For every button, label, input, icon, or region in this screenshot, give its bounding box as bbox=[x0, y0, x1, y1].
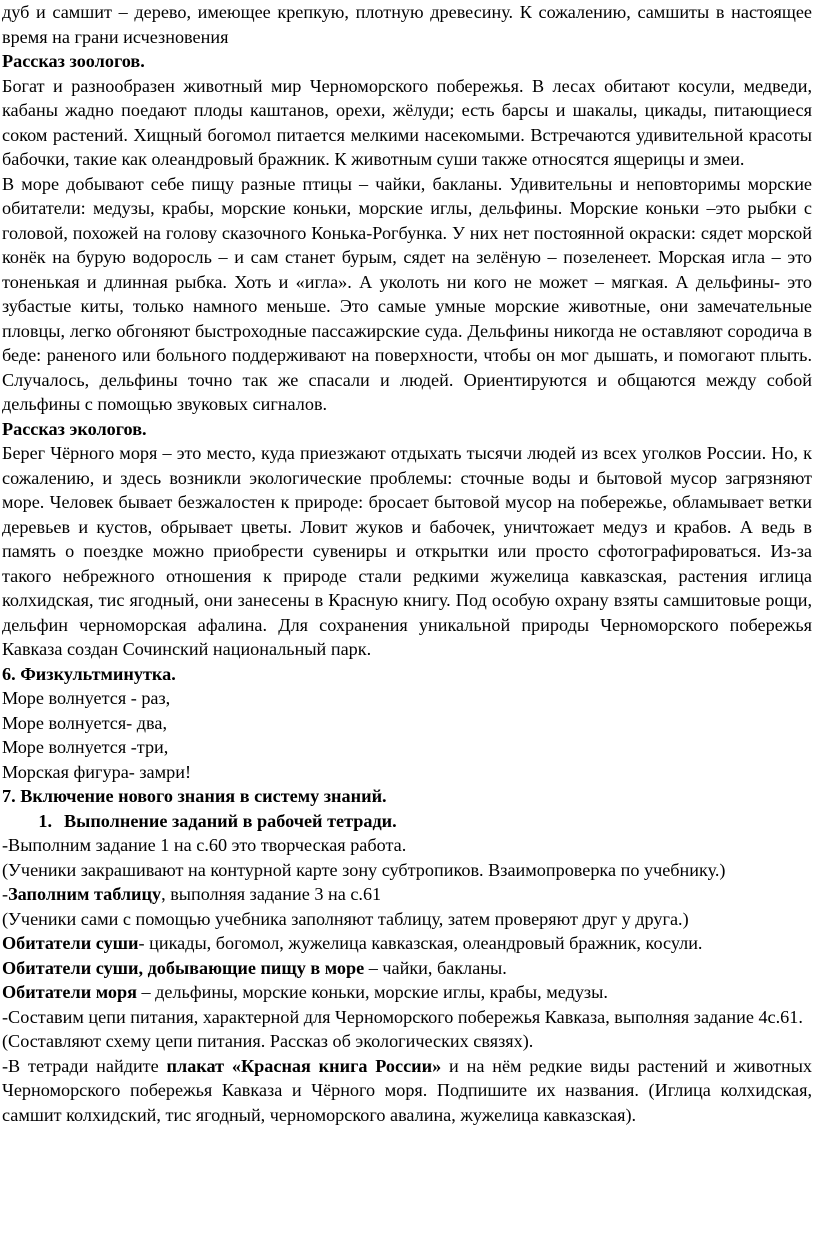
land-sea-inhabitants bbox=[2, 956, 812, 981]
sea-text: – дельфины, морские коньки, морские иглы, крабы, медузы. bbox=[136, 982, 608, 1002]
list-number: 1. bbox=[38, 810, 52, 831]
zoologists-heading: Рассказ зоологов. bbox=[2, 51, 145, 71]
task-3-prefix: - bbox=[2, 884, 9, 904]
task-1: -Выполним задание 1 на с.60 это творческая работа. bbox=[2, 835, 407, 855]
land-sea-label: Обитатели суши, добывающие пищу в море bbox=[2, 957, 365, 978]
task-3-rest: , выполняя задание 3 на с.61 bbox=[161, 884, 382, 904]
intro-paragraph: дуб и самшит – дерево, имеющее крепкую, плотную древесину. К сожалению, самшиты в настоящее время на грани исчезновения bbox=[2, 2, 812, 47]
red-book-prefix: -В тетради найдите bbox=[2, 1055, 167, 1076]
zoologists-paragraph-2: В море добывают себе пищу разные птицы – чайки, бакланы. Удивительны и неповторимы морские обитатели: медузы, крабы, морские коньки, морские иглы, дельфины. Морские коньки –это рыбки с головой, похожей на голову сказочного Конька-Рогбунка. У них нет постоянной окраски: сядет морской конёк на бурую водоросль – и сам станет бурым, сядет на зелёную – позеленеет. Морская игла – это тоненькая и длинная рыбка. Хоть и «игла». А уколоть ни кого не может – мягкая. А дельфины- это зубастые киты, только намного меньше. Это самые умные морские животные, они замечательные пловцы, легко обгоняют быстроходные пассажирские суда. Дельфины никогда не оставляют сородича в беде: раненого или больного поддерживают на поверхности, чтобы он мог дышать, и помогают плыть. Случалось, дельфины точно так же спасали и людей. Ориентируются и общаются между собой дельфины с помощью звуковых сигналов. bbox=[2, 173, 812, 414]
sea-label: Обитатели моря bbox=[2, 982, 137, 1002]
land-sea-text: – чайки, бакланы. bbox=[364, 957, 507, 978]
land-text: - цикады, богомол, жужелица кавказская, олеандровый бражник, косули. bbox=[138, 933, 703, 953]
red-book-task bbox=[2, 1054, 812, 1128]
poem-line: Море волнуется - раз, bbox=[2, 688, 171, 708]
task-1-note: (Ученики закрашивают на контурной карте зону субтропиков. Взаимопроверка по учебнику.) bbox=[2, 859, 726, 880]
land-inhabitants bbox=[2, 931, 812, 956]
section-7-heading: 7. Включение нового знания в систему знаний. bbox=[2, 786, 387, 806]
poem-line: Море волнуется -три, bbox=[2, 737, 169, 757]
list-item-text: Выполнение заданий в рабочей тетради. bbox=[64, 810, 397, 831]
poem-line: Море волнуется- два, bbox=[2, 712, 168, 733]
zoologists-paragraph-1: Богат и разнообразен животный мир Черноморского побережья. В лесах обитают косули, медведи, кабаны жадно поедают плоды каштанов, орехи, жёлуди; есть барсы и шакалы, цикады, питающиеся соком растений. Хищный богомол питается мелкими насекомыми. Встречаются удивительной красоты бабочки, такие как олеандровый бражник. К животным суши также относятся ящерицы и змеи. bbox=[2, 75, 812, 169]
ecologists-paragraph: Берег Чёрного моря – это место, куда приезжают отдыхать тысячи людей из всех уголков России. Но, к сожалению, и здесь возникли экологические проблемы: сточные воды и бытовой мусор загрязняют море. Человек бывает безжалостен к природе: бросает бытовой мусор на побережье, обламывает ветки деревьев и кустов, обрывает цветы. Ловит жуков и бабочек, уничтожает медуз и крабов. А ведь в память о поездке можно приобрести сувениры и открытки или просто сфотографироваться. Из-за такого небрежного отношения к природе стали редкими жужелица кавказская, растения иглица колхидская, тис ягодный, они занесены в Красную книгу. Под особую охрану взяты самшитовые рощи, дельфин черноморская афалина. Для сохранения уникальной природы Черноморского побережья Кавказа создан Сочинский национальный парк. bbox=[2, 443, 812, 659]
task-3-bold: Заполним таблицу bbox=[8, 884, 162, 904]
task-3-note: (Ученики сами с помощью учебника заполняют таблицу, затем проверяют друг у друга.) bbox=[2, 908, 689, 929]
poem-line: Морская фигура- замри! bbox=[2, 761, 192, 782]
section-6-heading: 6. Физкультминутка. bbox=[2, 663, 176, 684]
task-3 bbox=[2, 882, 812, 907]
list-item bbox=[2, 809, 812, 834]
land-label: Обитатели суши bbox=[2, 933, 139, 953]
ecologists-heading: Рассказ экологов. bbox=[2, 418, 147, 439]
task-4: -Составим цепи питания, характерной для Черноморского побережья Кавказа, выполняя задание 4с.61. bbox=[2, 1006, 803, 1027]
sea-inhabitants bbox=[2, 980, 812, 1005]
task-4-note: (Составляют схему цепи питания. Рассказ об экологических связях). bbox=[2, 1031, 534, 1051]
red-book-bold: плакат «Красная книга России» bbox=[166, 1055, 442, 1076]
red-book-rest: и на нём редкие виды растений и животных Черноморского побережья Кавказа и Чёрного моря. Подпишите их названия. (Иглица колхидская, самшит колхидский, тис ягодный, черноморского авалина, жужелица кавказская). bbox=[2, 1055, 813, 1125]
